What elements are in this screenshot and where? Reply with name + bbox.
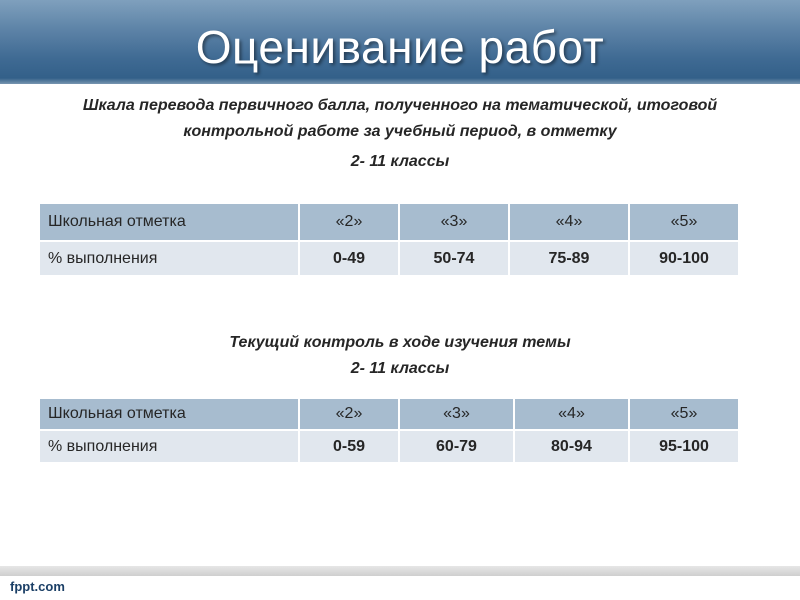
table-cell: 75-89 [509, 241, 629, 276]
table-cell: «4» [514, 398, 629, 430]
table-cell: 90-100 [629, 241, 739, 276]
scale-heading: Шкала перевода первичного балла, полученного на тематической, итоговой контрольной работе за учебный период, в отметку [82, 97, 718, 140]
table-cell: 60-79 [399, 430, 514, 463]
table-cell: «4» [509, 203, 629, 241]
grade-table-final [38, 202, 740, 277]
current-control-title: Текущий контроль в ходе изучения темы [229, 334, 571, 351]
table-cell: «3» [399, 398, 514, 430]
table-row [39, 430, 739, 463]
table-cell: «2» [299, 203, 399, 241]
table-cell: % выполнения [39, 430, 299, 463]
table-row [39, 203, 739, 241]
table-row [39, 241, 739, 276]
table-cell: 50-74 [399, 241, 509, 276]
footer-watermark: fppt.com [10, 579, 65, 594]
table-cell: 80-94 [514, 430, 629, 463]
table-cell: «5» [629, 398, 739, 430]
grade-table-current [38, 397, 740, 464]
table-row [39, 398, 739, 430]
grades-label: 2- 11 классы [350, 360, 450, 377]
current-control-heading [40, 330, 760, 382]
slide-title: Оценивание работ [195, 21, 605, 73]
table-cell: % выполнения [39, 241, 299, 276]
table-cell: 0-59 [299, 430, 399, 463]
grades-label: 2- 11 классы [350, 153, 450, 170]
table-cell: «2» [299, 398, 399, 430]
footer-divider [0, 566, 800, 576]
table-cell: Школьная отметка [39, 203, 299, 241]
table-cell: Школьная отметка [39, 398, 299, 430]
table-cell: 95-100 [629, 430, 739, 463]
table-cell: 0-49 [299, 241, 399, 276]
table-cell: «5» [629, 203, 739, 241]
table-cell: «3» [399, 203, 509, 241]
